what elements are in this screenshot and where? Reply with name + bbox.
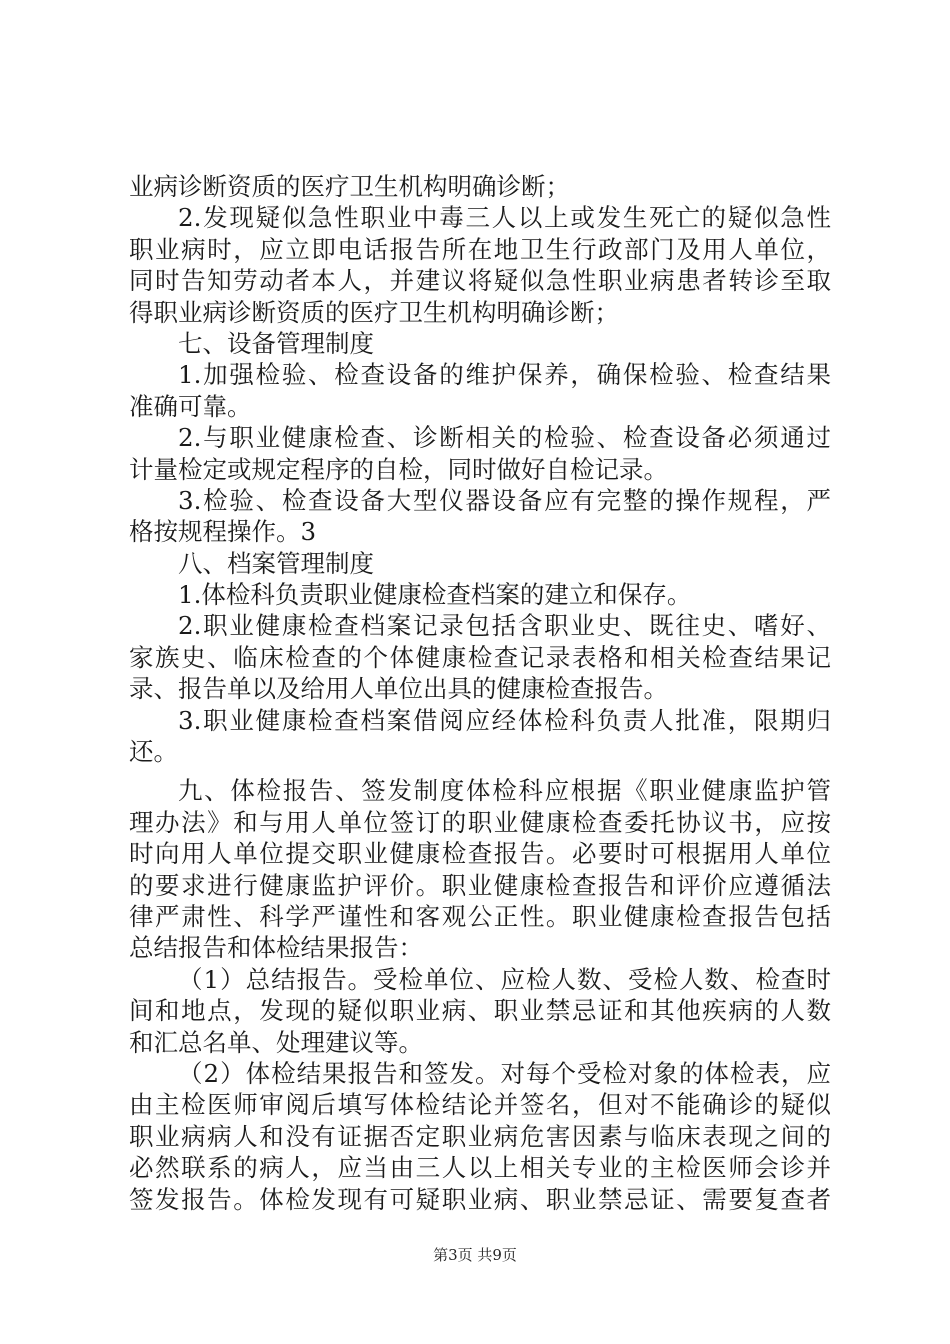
text-line: 职业病病人和没有证据否定职业病危害因素与临床表现之间的 [129,1121,831,1151]
text-line: 和汇总名单、处理建议等。 [129,1027,423,1057]
text-line: 总结报告和体检结果报告： [129,933,423,963]
text-line: 录、报告单以及给用人单位出具的健康检查报告。 [129,674,668,704]
text-line: 还。 [129,737,178,767]
text-line: 业病诊断资质的医疗卫生机构明确诊断； [129,172,570,201]
text-line: 3.职业健康检查档案借阅应经体检科负责人批准，限期归 [178,705,831,735]
page-footer: 第3页 共9页 [433,1246,517,1264]
text-line: 1.体检科负责职业健康检查档案的建立和保存。 [178,580,692,610]
text-line: 间和地点，发现的疑似职业病、职业禁忌证和其他疾病的人数 [129,996,831,1026]
text-line: 1.加强检验、检查设备的维护保养，确保检验、检查结果 [178,360,831,390]
text-line: 2.职业健康检查档案记录包括含职业史、既往史、嗜好、 [178,611,831,641]
text-line: 八、档案管理制度 [178,548,374,578]
text-line: 签发报告。体检发现有可疑职业病、职业禁忌证、需要复查者 [129,1184,831,1214]
document-body [129,171,831,1215]
text-line: 格按规程操作。3 [129,517,317,547]
text-line: 必然联系的病人，应当由三人以上相关专业的主检医师会诊并 [129,1153,831,1183]
text-line: 由主检医师审阅后填写体检结论并签名，但对不能确诊的疑似 [129,1090,831,1120]
text-line: 律严肃性、科学严谨性和客观公正性。职业健康检查报告包括 [129,901,831,931]
text-line: 七、设备管理制度 [178,328,374,358]
text-line: （2）体检结果报告和签发。对每个受检对象的体检表，应 [178,1058,831,1088]
text-line: （1）总结报告。受检单位、应检人数、受检人数、检查时 [178,964,831,994]
text-line: 2.与职业健康检查、诊断相关的检验、检查设备必须通过 [178,423,831,453]
text-line: 3.检验、检查设备大型仪器设备应有完整的操作规程，严 [178,485,831,515]
text-line: 家族史、临床检查的个体健康检查记录表格和相关检查结果记 [129,642,831,672]
text-line: 同时告知劳动者本人，并建议将疑似急性职业病患者转诊至取 [129,266,831,296]
text-line: 理办法》和与用人单位签订的职业健康检查委托协议书，应按 [129,807,831,837]
text-line: 的要求进行健康监护评价。职业健康检查报告和评价应遵循法 [129,870,831,900]
text-line: 2.发现疑似急性职业中毒三人以上或发生死亡的疑似急性 [178,203,831,233]
text-line: 职业病时，应立即电话报告所在地卫生行政部门及用人单位， [129,234,831,264]
text-line: 得职业病诊断资质的医疗卫生机构明确诊断； [129,297,619,327]
text-line: 九、体检报告、签发制度体检科应根据《职业健康监护管 [178,776,831,806]
text-line: 计量检定或规定程序的自检，同时做好自检记录。 [129,454,668,484]
text-line: 时向用人单位提交职业健康检查报告。必要时可根据用人单位 [129,839,831,869]
text-line: 准确可靠。 [129,391,252,421]
